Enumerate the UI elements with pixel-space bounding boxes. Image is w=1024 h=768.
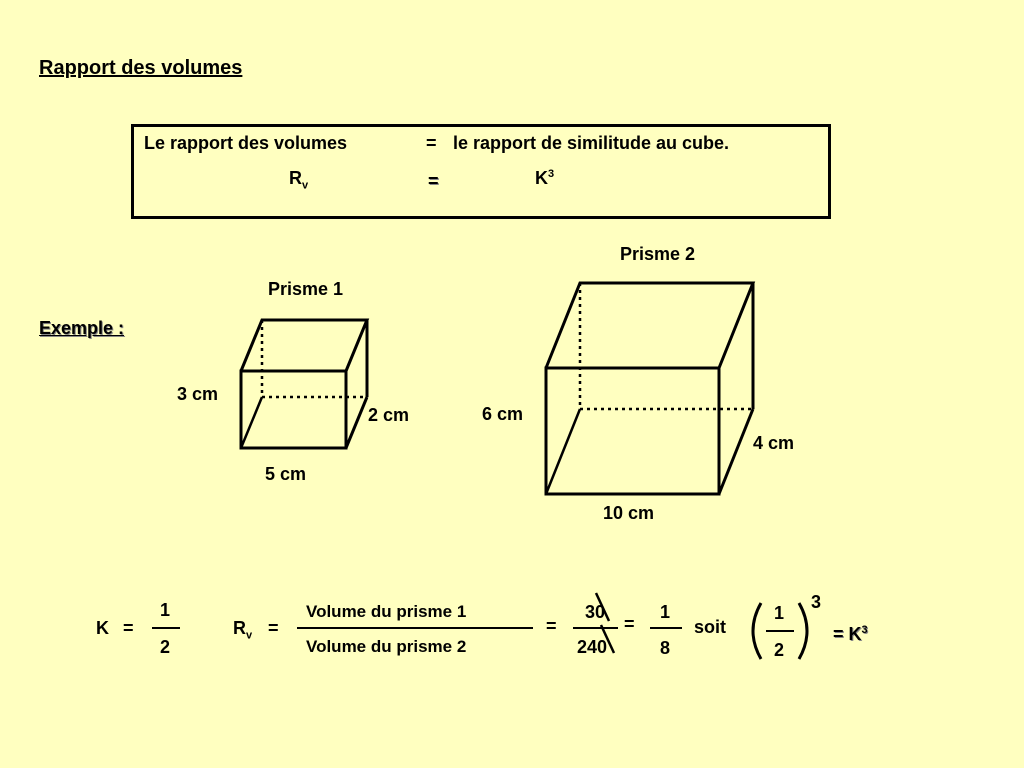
- rule-rv-sub: v: [302, 179, 309, 192]
- volume-denominator: Volume du prisme 2: [306, 637, 467, 656]
- k-equals: =: [123, 618, 134, 638]
- prism2-bottom-right-edge: [719, 409, 753, 494]
- soit-word: soit: [694, 617, 727, 637]
- prism1-depth-label: 2 cm: [368, 405, 410, 425]
- one-eighth-denominator: 8: [660, 638, 671, 658]
- prism2-top-edges: [546, 283, 753, 368]
- k-numerator: 1: [160, 600, 171, 620]
- result-exp: 3: [861, 624, 868, 636]
- one-eighth-numerator: 1: [660, 602, 671, 622]
- result-text: = K: [833, 624, 862, 644]
- rv-label: [233, 618, 252, 642]
- volume-fraction-line: [297, 627, 533, 629]
- rule-equals-2: =: [428, 171, 439, 191]
- half-numerator: 1: [774, 603, 785, 623]
- prism2-drawing: [546, 283, 753, 494]
- prism1-top-edges: [241, 320, 367, 371]
- rule-k-exp: 3: [548, 168, 555, 180]
- half-denominator: 2: [774, 640, 785, 660]
- one-eighth-line: [650, 627, 682, 629]
- volume-numerator: Volume du prisme 1: [306, 602, 467, 621]
- denominator-240: 240: [577, 637, 608, 657]
- numerator-30: 30: [585, 602, 606, 622]
- equals-3: =: [624, 614, 635, 634]
- equals-2: =: [546, 616, 557, 636]
- prism1-width-label: 5 cm: [265, 464, 307, 484]
- right-parenthesis: [799, 603, 807, 659]
- prism1-height-label: 3 cm: [177, 384, 219, 404]
- rule-text-right: le rapport de similitude au cube.: [453, 133, 730, 153]
- rv-sub: v: [246, 629, 253, 642]
- rv-base: R: [233, 618, 246, 638]
- prism1-label: Prisme 1: [268, 279, 344, 299]
- page-title: Rapport des volumes: [39, 57, 243, 79]
- rule-k-base: K: [535, 168, 548, 188]
- half-fraction-line: [766, 630, 794, 632]
- prism2-height-label: 6 cm: [482, 404, 524, 424]
- prism2-hidden-diagonal: [546, 409, 580, 494]
- k-label: K: [96, 618, 109, 638]
- k-fraction-line: [152, 627, 180, 629]
- result-k-cube: [833, 624, 868, 645]
- fraction-30-240-line: [573, 627, 618, 629]
- prism1-drawing: [241, 320, 367, 448]
- rule-text-left: Le rapport des volumes: [144, 133, 348, 153]
- rule-equals: =: [426, 133, 437, 153]
- k-denominator: 2: [160, 637, 171, 657]
- prism2-depth-label: 4 cm: [753, 433, 795, 453]
- left-parenthesis: [753, 603, 761, 659]
- prism2-label: Prisme 2: [620, 244, 696, 264]
- prism1-bottom-right-edge: [346, 397, 367, 448]
- prism1-hidden-diagonal: [241, 397, 262, 448]
- cube-exponent: 3: [811, 592, 822, 612]
- prism2-width-label: 10 cm: [603, 503, 655, 523]
- example-label: Exemple :: [39, 318, 125, 338]
- rule-rv-base: R: [289, 168, 302, 188]
- rv-equals: =: [268, 618, 279, 638]
